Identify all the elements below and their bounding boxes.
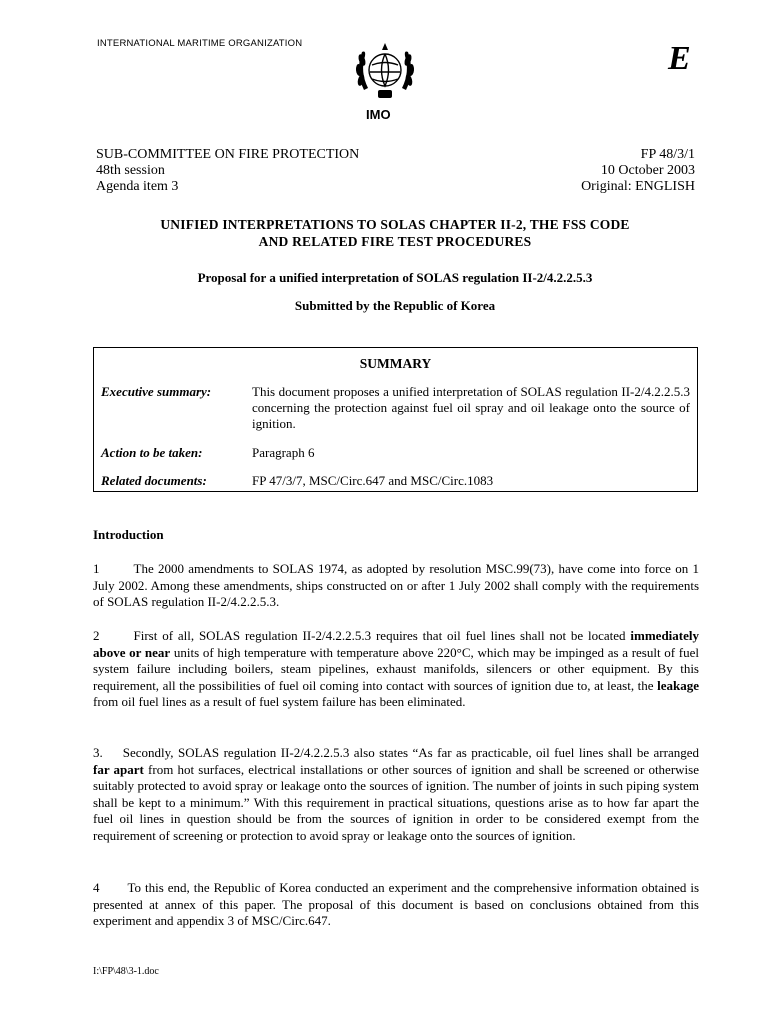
title-line-2: AND RELATED FIRE TEST PROCEDURES <box>258 234 532 249</box>
paragraph-3 <box>93 745 699 844</box>
paragraph-2 <box>93 628 699 711</box>
executive-summary-label: Executive summary: <box>101 384 212 399</box>
paragraph-number: 4 <box>93 880 100 895</box>
related-documents-text: FP 47/3/7, MSC/Circ.647 and MSC/Circ.1083 <box>252 473 494 488</box>
executive-summary-text: This document proposes a unified interpretation of SOLAS regulation II-2/4.2.2.5.3 concerning the protection against fuel oil spray and oil leakage onto the source of ignition. <box>252 384 690 431</box>
emphasis-text: leakage <box>657 677 699 693</box>
paragraph-text: from oil fuel lines as a result of fuel system failure has been eliminated. <box>93 694 466 709</box>
emblem-label: IMO <box>366 107 391 122</box>
paragraph-4 <box>93 880 699 930</box>
imo-emblem-icon <box>350 40 420 104</box>
paragraph-text: First of all, SOLAS regulation II-2/4.2.2.5.3 requires that oil fuel lines shall not be located <box>133 628 631 643</box>
document-title <box>95 216 695 250</box>
document-subtitle: Proposal for a unified interpretation of SOLAS regulation II-2/4.2.2.5.3 <box>197 270 593 285</box>
action-label: Action to be taken: <box>101 445 203 460</box>
paragraph-number: 2 <box>93 628 100 643</box>
document-date: 10 October 2003 <box>600 163 695 178</box>
paragraph-number: 3. <box>93 745 103 760</box>
emphasis-text: immediately above or near <box>93 628 699 660</box>
document-number: FP 48/3/1 <box>640 147 695 162</box>
emphasis-text: far apart <box>93 761 144 777</box>
header-right <box>420 147 695 195</box>
language-letter: E <box>668 40 691 77</box>
paragraph-text: To this end, the Republic of Korea conducted an experiment and the comprehensive information obtained is presented at annex of this paper. The proposal of this document is based on conclusions obtained from this experiment and appendix 3 of MSC/Circ.647. <box>93 880 699 928</box>
paragraph-1 <box>93 561 699 611</box>
introduction-heading: Introduction <box>93 527 164 542</box>
file-path-footer: I:\FP\48\3-1.doc <box>93 966 159 977</box>
action-text: Paragraph 6 <box>252 445 315 460</box>
organization-name: INTERNATIONAL MARITIME ORGANIZATION <box>97 38 303 49</box>
original-language: Original: ENGLISH <box>581 179 695 194</box>
summary-heading: SUMMARY <box>359 356 432 371</box>
session: 48th session <box>96 163 165 178</box>
agenda-item: Agenda item 3 <box>96 179 179 194</box>
committee-name: SUB-COMMITTEE ON FIRE PROTECTION <box>96 147 360 162</box>
submitted-by: Submitted by the Republic of Korea <box>294 298 496 313</box>
paragraph-text: Secondly, SOLAS regulation II-2/4.2.2.5.3 also states “As far as practicable, oil fuel lines shall be arranged <box>122 745 699 760</box>
related-documents-label: Related documents: <box>101 473 207 488</box>
paragraph-text: The 2000 amendments to SOLAS 1974, as adopted by resolution MSC.99(73), have come into force on 1 July 2002. Among these amendments, ships constructed on or after 1 July 2002 shall comply with the requirements of SOLAS regulation II-2/4.2.2.5.3. <box>93 561 699 609</box>
header-left <box>96 147 456 195</box>
title-line-1: UNIFIED INTERPRETATIONS TO SOLAS CHAPTER II-2, THE FSS CODE <box>160 217 630 232</box>
paragraph-text: from hot surfaces, electrical installations or other sources of ignition and shall be screened or otherwise suitably protected to avoid spray or leakage onto the sources of ignition. The number of joints in such piping system shall be kept to a minimum.” With this requirement in practical situations, questions arise as to how far apart the fuel oil lines in question should be from the sources of ignition in order to be considered exempt from the requirement of screening or protection to avoid spray or leakage onto the sources of ignition. <box>93 761 699 843</box>
paragraph-text: units of high temperature with temperature above 220°C, which may be impinged as a result of fuel system failure including boilers, steam pipelines, exhaust manifolds, silencers or other equipment. By this requirement, all the possibilities of fuel oil coming into contact with sources of ignition due to, at least, the <box>93 644 699 693</box>
paragraph-number: 1 <box>93 561 100 576</box>
